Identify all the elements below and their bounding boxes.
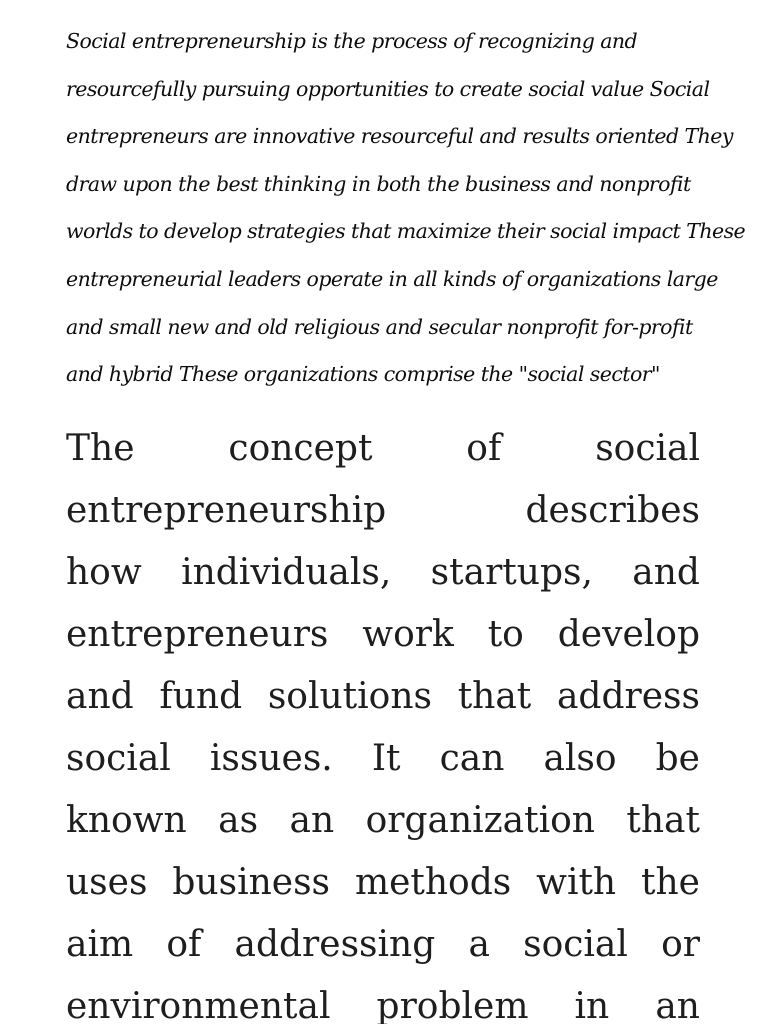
word: to [487, 614, 524, 655]
handwritten-line: entrepreneurs are innovative resourceful and results oriented They [66, 124, 733, 149]
word: environmental [66, 986, 331, 1024]
word: fund [159, 676, 243, 717]
handwritten-line: worlds to develop strategies that maximize their social impact These [66, 219, 746, 244]
word: aim [66, 924, 134, 965]
word: how [66, 552, 142, 593]
word: can [439, 738, 505, 779]
word: and [632, 552, 700, 593]
printed-line [66, 728, 700, 790]
word: develop [557, 614, 700, 655]
printed-line [66, 852, 700, 914]
word: an [289, 800, 335, 841]
printed-line [66, 542, 700, 604]
handwritten-paragraph [66, 18, 746, 399]
printed-paragraph [66, 418, 700, 1024]
word: social [523, 924, 628, 965]
word: addressing [234, 924, 436, 965]
word: of [166, 924, 202, 965]
word: entrepreneurship [66, 490, 387, 531]
handwritten-line: Social entrepreneurship is the process of recognizing and [66, 29, 638, 53]
word: with [536, 862, 617, 903]
printed-line [66, 914, 700, 976]
handwritten-line: resourcefully pursuing opportunities to create social value Social [66, 76, 710, 101]
word: problem [376, 986, 529, 1024]
word: and [66, 676, 134, 717]
word: of [466, 428, 502, 469]
word: entrepreneurs [66, 614, 329, 655]
word: address [556, 676, 700, 717]
printed-line [66, 480, 700, 542]
printed-line [66, 666, 700, 728]
word: an [655, 986, 700, 1024]
word: social [595, 428, 700, 469]
word: be [655, 738, 700, 779]
printed-line [66, 418, 700, 480]
word: work [362, 614, 454, 655]
word: in [574, 986, 610, 1024]
word: the [641, 862, 700, 903]
word: issues. [209, 738, 333, 779]
word: startups, [430, 552, 593, 593]
word: business [172, 862, 331, 903]
word: solutions [267, 676, 432, 717]
printed-line [66, 790, 700, 852]
word: individuals, [181, 552, 392, 593]
handwritten-line: entrepreneurial leaders operate in all kinds of organizations large [66, 266, 718, 291]
printed-line [66, 604, 700, 666]
word: that [626, 800, 700, 841]
word: It [371, 738, 401, 779]
printed-line [66, 976, 700, 1024]
word: a [468, 924, 490, 965]
word: methods [354, 862, 512, 903]
word: social [66, 738, 171, 779]
handwritten-line: and hybrid These organizations comprise the "social sector" [66, 362, 660, 387]
word: or [661, 924, 700, 965]
word: also [543, 738, 617, 779]
word: organization [365, 800, 595, 841]
word: as [218, 800, 259, 841]
word: concept [228, 428, 373, 469]
word: known [66, 800, 187, 841]
handwritten-line: and small new and old religious and secular nonprofit for-profit [66, 314, 693, 339]
word: that [457, 676, 532, 717]
word: describes [525, 490, 700, 531]
handwritten-line: draw upon the best thinking in both the business and nonprofit [66, 171, 691, 196]
word: The [66, 428, 135, 469]
word: uses [66, 862, 148, 903]
